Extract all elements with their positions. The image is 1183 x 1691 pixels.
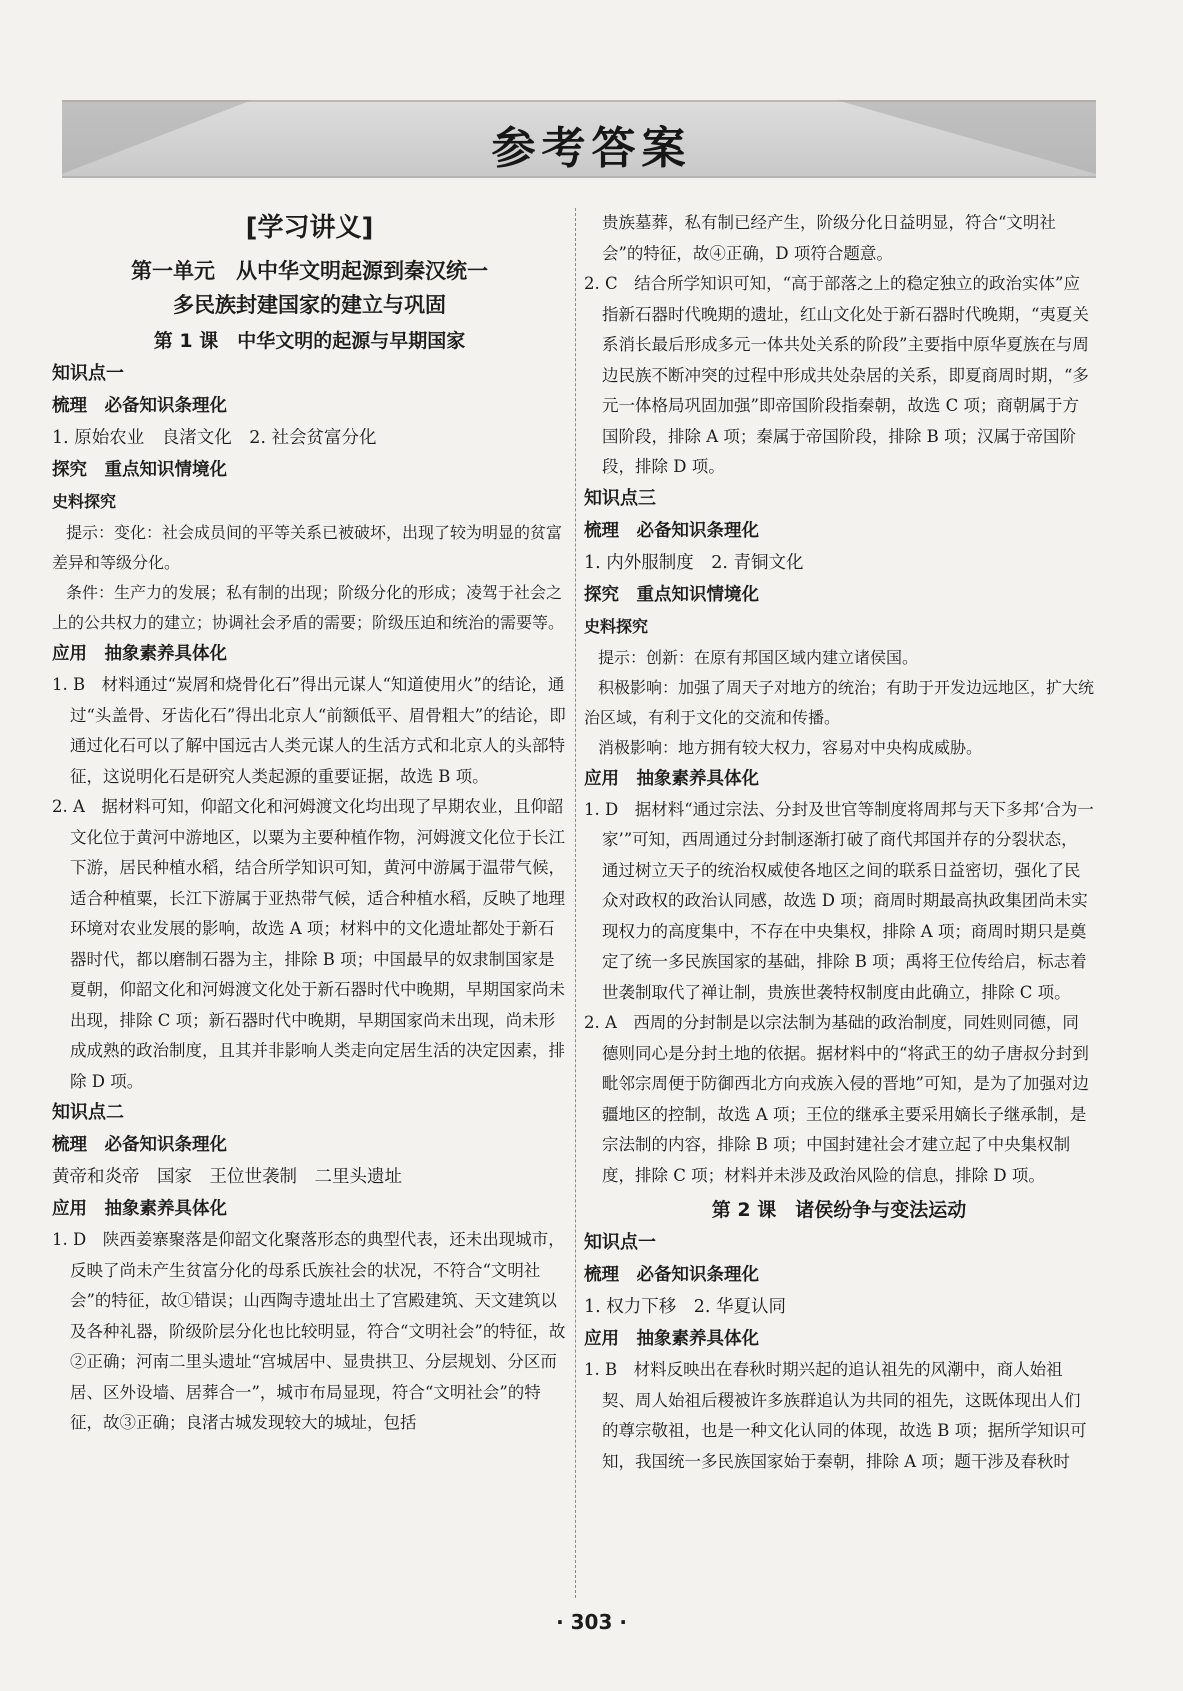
column-divider (575, 208, 576, 1598)
apply-heading: 应用 抽象素养具体化 (52, 644, 227, 664)
left-column (52, 208, 567, 1439)
apply-heading: 应用 抽象素养具体化 (52, 1199, 227, 1219)
explore-heading: 探究 重点知识情境化 (52, 460, 227, 480)
page-number: · 303 · (556, 1610, 627, 1634)
unit-title-line1: 第一单元 从中华文明起源到秦汉统一 (131, 259, 488, 283)
sort-items: 1. 权力下移 2. 华夏认同 (584, 1297, 787, 1317)
hint-paragraph: 提示：变化：社会成员间的平等关系已被破坏，出现了较为明显的贫富差异和等级分化。 (52, 523, 563, 572)
answer-item: 1. D 陕西姜寨聚落是仰韶文化聚落形态的典型代表，还未出现城市，反映了尚未产生贫富分化的母系氏族社会的状况，不符合“文明社会”的特征，故①错误；山西陶寺遗址出土了宫殿建筑、天文建筑以及各种礼器，阶级阶层分化也比较明显，符合“文明社会”的特征，故②正确；河南二里头遗址“宫城居中、显贵拱卫、分层规划、分区而居、区外设墙、居葬合一”，城市布局显现，符合“文明社会”的特征，故③正确；良渚古城发现较大的城址，包括 (52, 1230, 566, 1432)
hint-paragraph: 积极影响：加强了周天子对地方的统治；有助于开发边远地区，扩大统治区域，有利于文化的交流和传播。 (584, 677, 1095, 727)
material-heading: 史料探究 (52, 492, 117, 511)
apply-heading: 应用 抽象素养具体化 (584, 768, 759, 789)
sort-items: 1. 内外服制度 2. 青铜文化 (584, 552, 804, 573)
hint-paragraph: 消极影响：地方拥有较大权力，容易对中央构成威胁。 (598, 737, 983, 757)
right-column (584, 208, 1094, 1477)
answer-item: 1. B 材料反映出在春秋时期兴起的追认祖先的风潮中，商人始祖契、周人始祖后稷被许多族群追认为共同的祖先，这既体现出人们的尊宗敬祖，也是一种文化认同的体现，故选 B 项；据所学知识可知，我国统一多民族国家始于秦朝，排除 A 项；题干涉及春秋时 (584, 1360, 1087, 1471)
sort-heading: 梳理 必备知识条理化 (52, 1135, 227, 1155)
answer-item: 1. D 据材料“通过宗法、分封及世官等制度将周邦与天下多邦‘合为一家’”可知，西周通过分封制逐渐打破了商代邦国并存的分裂状态，通过树立天子的统治权威使各地区之间的联系日益密切，强化了民众对政权的政治认同感，故选 D 项；商周时期最高执政集团尚未实现权力的高度集中，不存在中央集权，排除 A 项；商周时期只是奠定了统一多民族国家的基础，排除 B 项；禹将王位传给启，标志着世袭制取代了禅让制，贵族世袭特权制度由此确立，排除 C 项。 (584, 799, 1094, 1002)
answer-item: 2. C 结合所学知识可知，“高于部落之上的稳定独立的政治实体”应指新石器时代晚期的遗址，红山文化处于新石器时代晚期，“夷夏关系消长最后形成多元一体共处关系的阶段”主要指中原华夏族在与周边民族不断冲突的过程中形成共处杂居的关系，即夏商周时期，“多元一体格局巩固加强”即帝国阶段指秦朝，故选 C 项；商朝属于方国阶段，排除 A 项；秦属于帝国阶段，排除 B 项；汉属于帝国阶段，排除 D 项。 (584, 274, 1089, 476)
lesson2-title: 第 2 课 诸侯纷争与变法运动 (711, 1199, 967, 1221)
section-header: [学习讲义] (245, 213, 374, 243)
explore-heading: 探究 重点知识情境化 (584, 584, 759, 605)
sort-items: 1. 原始农业 良渚文化 2. 社会贫富分化 (52, 428, 377, 448)
sort-heading: 梳理 必备知识条理化 (52, 396, 227, 416)
answer-item: 1. B 材料通过“炭屑和烧骨化石”得出元谋人“知道使用火”的结论，通过“头盖骨、牙齿化石”得出北京人“前额低平、眉骨粗大”的结论，即通过化石可以了解中国远古人类元谋人的生活方式和北京人的头部特征，这说明化石是研究人类起源的重要证据，故选 B 项。 (52, 675, 566, 786)
lesson1-title: 第 1 课 中华文明的起源与早期国家 (153, 330, 466, 352)
sort-heading: 梳理 必备知识条理化 (584, 1265, 759, 1285)
knowledge-point-heading: 知识点三 (584, 487, 656, 509)
apply-heading: 应用 抽象素养具体化 (584, 1329, 759, 1349)
knowledge-point-heading: 知识点二 (52, 1102, 124, 1123)
answer-continuation: 贵族墓葬，私有制已经产生，阶级分化日益明显，符合“文明社会”的特征，故④正确，D 项符合题意。 (602, 213, 1056, 263)
answer-item: 2. A 据材料可知，仰韶文化和河姆渡文化均出现了早期农业，且仰韶文化位于黄河中游地区，以粟为主要种植作物，河姆渡文化位于长江下游，居民种植水稻，结合所学知识可知，黄河中游属于温带气候，适合种植粟，长江下游属于亚热带气候，适合种植水稻，反映了地理环境对农业发展的影响，故选 A 项；材料中的文化遗址都处于新石器时代，都以磨制石器为主，排除 B 项；中国最早的奴隶制国家是夏朝，仰韶文化和河姆渡文化处于新石器时代中晚期，早期国家尚未出现，排除 C 项；新石器时代中晚期，早期国家尚未出现，尚未形成成熟的政治制度，且其并非影响人类走向定居生活的决定因素，排除 D 项。 (52, 797, 565, 1091)
page-title: 参考答案 (491, 123, 692, 174)
sort-heading: 梳理 必备知识条理化 (584, 520, 759, 541)
answer-item: 2. A 西周的分封制是以宗法制为基础的政治制度，同姓则同德，同德则同心是分封土地的依据。据材料中的“将武王的幼子唐叔分封到毗邻宗周便于防御西北方向戎族入侵的晋地”可知，是为了加强对边疆地区的控制，故选 A 项；王位的继承主要采用嫡长子继承制，是宗法制的内容，排除 B 项；中国封建社会才建立起了中央集权制度，排除 C 项；材料并未涉及政治风险的信息，排除 D 项。 (584, 1013, 1089, 1185)
knowledge-point-heading: 知识点一 (584, 1232, 656, 1253)
hint-paragraph: 条件：生产力的发展；私有制的出现；阶级分化的形成；凌驾于社会之上的公共权力的建立；协调社会矛盾的需要；阶级压迫和统治的需要等。 (52, 583, 565, 632)
material-heading: 史料探究 (584, 616, 649, 636)
hint-paragraph: 提示：创新：在原有邦国区域内建立诸侯国。 (598, 647, 919, 667)
knowledge-point-heading: 知识点一 (52, 363, 124, 384)
unit-title-line2: 多民族封建国家的建立与巩固 (173, 293, 446, 317)
sort-items: 黄帝和炎帝 国家 王位世袭制 二里头遗址 (52, 1167, 402, 1187)
